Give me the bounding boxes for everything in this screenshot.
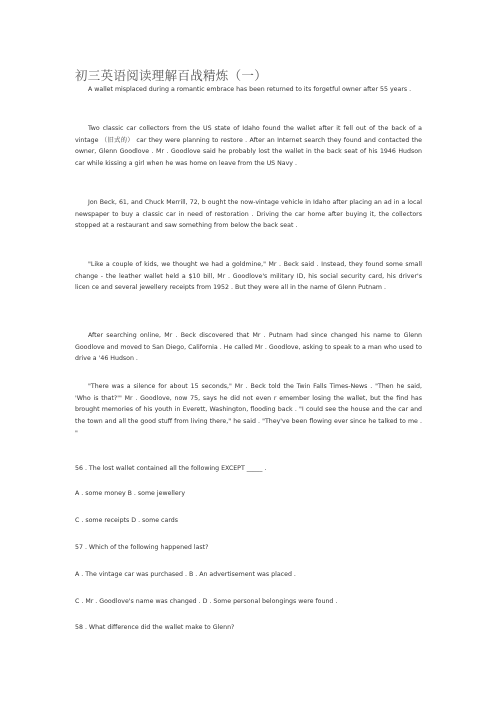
question-57-options-cd: C . Mr . Goodlove's name was changed . D . Some personal belongings were found . <box>75 598 338 605</box>
paragraph-intro: A wallet misplaced during a romantic embrace has been returned to its forgetful owner after 55 years . <box>88 86 412 93</box>
paragraph-1: Two classic car collectors from the US state of Idaho found the wallet after it fell out of the back of a vintage （旧式的） car they were planning to restore . After an Internet search they found and contacted the owner, Glenn Goodlove . Mr . Goodlove said he probably lost the wallet in the back seat of his 1946 Hudson car while kissing a girl when he was home on leave from the US Navy . <box>75 125 422 168</box>
question-56-options-cd: C . some receipts D . some cards <box>75 517 179 524</box>
question-57-options-ab: A . The vintage car was purchased . B . An advertisement was placed . <box>75 571 296 578</box>
question-56-options-ab: A . some money B . some jewellery <box>75 490 186 497</box>
paragraph-3: "Like a couple of kids, we thought we had a goldmine," Mr . Beck said . Instead, they found some small change - the leather wallet held a $10 bill, Mr . Goodlove's military ID, his social security card, his driver's licen ce and several jewellery receipts from 1952 . But they were all in the name of Glenn Putnam . <box>75 261 422 292</box>
question-58: 58 . What difference did the wallet make to Glenn? <box>75 624 235 631</box>
paragraph-5: "There was a silence for about 15 seconds," Mr . Beck told the Twin Falls Times-News . "Then he said, 'Who is that?'" Mr . Goodlove, now 75, says he did not even r emember losing the wallet, but the find has brought memories of his youth in Everett, Washington, flooding back . "I could see the house and the car and the town and all the good stuff from living there," he said . "They've been flowing ever since he talked to me . " <box>75 383 422 437</box>
paragraph-4: After searching online, Mr . Beck discovered that Mr . Putnam had since changed his name to Glenn Goodlove and moved to San Diego, California . He called Mr . Goodlove, asking to speak to a man who used to drive a '46 Hudson . <box>75 332 422 363</box>
question-56: 56 . The lost wallet contained all the following EXCEPT _____ . <box>75 465 267 472</box>
page-title: 初三英语阅读理解百战精炼（一） <box>75 68 268 83</box>
question-57: 57 . Which of the following happened last? <box>75 544 209 551</box>
paragraph-2: Jon Beck, 61, and Chuck Merrill, 72, b ought the now-vintage vehicle in Idaho after placing an ad in a local newspaper to buy a classic car in need of restoration . Driving the car home after buying it, the collectors stopped at a restaurant and saw something from below the back seat . <box>75 199 422 230</box>
